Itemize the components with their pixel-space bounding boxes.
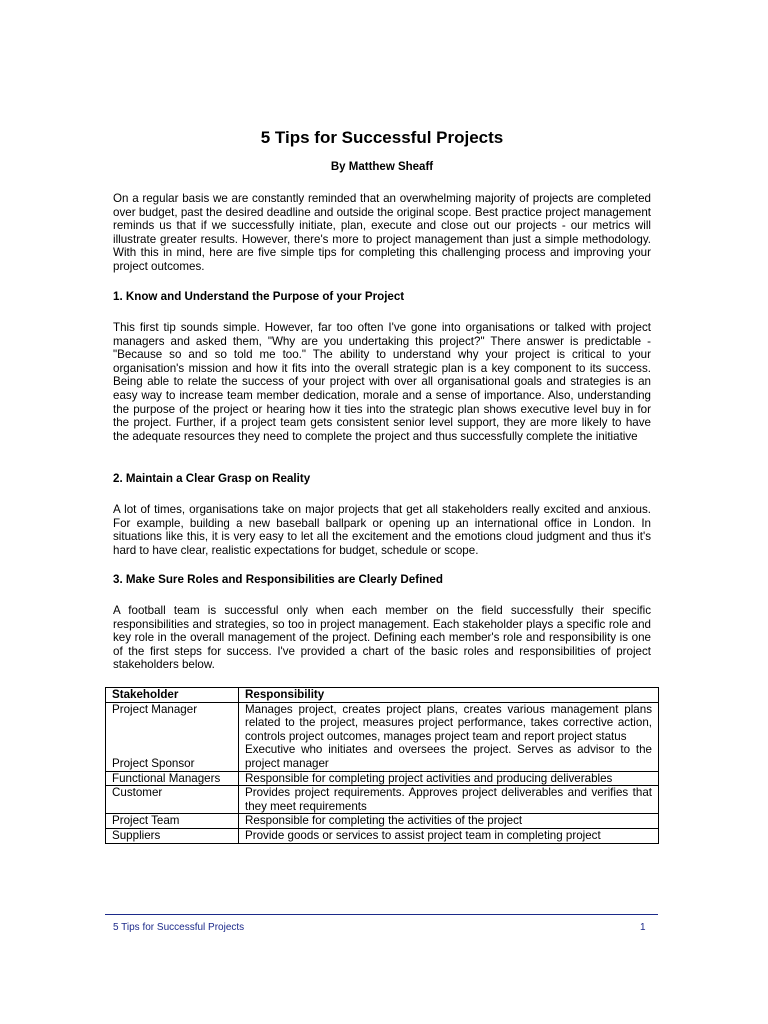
document-title: 5 Tips for Successful Projects — [260, 128, 504, 147]
table-row — [106, 786, 659, 814]
table-cell-stakeholder: Project Team — [106, 814, 239, 829]
table-cell-stakeholder: Customer — [106, 786, 239, 814]
footer-page-number: 1 — [640, 922, 646, 933]
footer-divider — [105, 914, 658, 915]
table-row — [106, 771, 659, 786]
footer-title: 5 Tips for Successful Projects — [113, 922, 245, 933]
table-cell-responsibility: Responsible for completing the activities of the project — [239, 814, 659, 829]
roles-table — [105, 687, 659, 844]
table-header-responsibility: Responsibility — [239, 688, 659, 703]
section-2-body: A lot of times, organisations take on major projects that get all stakeholders really excited and anxious. For example, building a new baseball ballpark or opening up an international office in London. In situations like this, it is very easy to let all the excitement and the emotions cloud judgment and thus it's hard to have clear, realistic expectations for budget, schedule or scope. — [113, 503, 651, 557]
table-cell-stakeholder: Project Manager Project Sponsor — [106, 702, 239, 771]
intro-paragraph: On a regular basis we are constantly reminded that an overwhelming majority of projects are completed over budget, past the desired deadline and outside the original scope. Best practice project management reminds us that if we successfully initiate, plan, execute and close out our projects - our metrics will illustrate greater results. However, there's more to project management than just a simple methodology. With this in mind, here are five simple tips for completing this challenging process and improving your project outcomes. — [113, 192, 651, 273]
table-header-row — [106, 688, 659, 703]
table-cell-responsibility: Responsible for completing project activities and producing deliverables — [239, 771, 659, 786]
section-2-heading: 2. Maintain a Clear Grasp on Reality — [113, 472, 311, 485]
table-row — [106, 828, 659, 843]
table-row — [106, 702, 659, 771]
table-cell-responsibility: Manages project, creates project plans, creates various management plans related to the project, measures project performance, takes corrective action, controls project outcomes, manages project team and report project status Executive who initiates and oversees the project. Serves as advisor to the project manager — [239, 702, 659, 771]
section-3-body: A football team is successful only when each member on the field successfully their specific responsibilities and strategies, so too in project management. Each stakeholder plays a specific role and key role in the overall management of the project. Defining each member's role and responsibility is one of the first steps for success. I've provided a chart of the basic roles and responsibilities of project stakeholders below. — [113, 604, 651, 672]
section-3-heading: 3. Make Sure Roles and Responsibilities are Clearly Defined — [113, 573, 443, 586]
section-1-body: This first tip sounds simple. However, far too often I've gone into organisations or talked with project managers and asked them, "Why are you undertaking this project?" There answer is predictable - "Because so and so told me too." The ability to understand why your project is critical to your organisation's mission and how it fits into the overall strategic plan is a key component to its success. Being able to relate the success of your project with over all organisational goals and strategies is an easy way to increase team member dedication, morale and a sense of importance. Also, understanding the purpose of the project or hearing how it ties into the strategic plan shows executive level buy in for the project. Further, if a project team gets consistent senior level support, they are more likely to have the adequate resources they need to complete the project and thus successfully complete the initiative — [113, 321, 651, 443]
table-cell-responsibility: Provide goods or services to assist project team in completing project — [239, 828, 659, 843]
document-author: By Matthew Sheaff — [330, 161, 434, 173]
table-header-stakeholder: Stakeholder — [106, 688, 239, 703]
table-row — [106, 814, 659, 829]
table-cell-stakeholder: Suppliers — [106, 828, 239, 843]
section-1-heading: 1. Know and Understand the Purpose of your Project — [113, 290, 405, 303]
table-cell-stakeholder: Functional Managers — [106, 771, 239, 786]
table-cell-responsibility: Provides project requirements. Approves project deliverables and verifies that they meet requirements — [239, 786, 659, 814]
